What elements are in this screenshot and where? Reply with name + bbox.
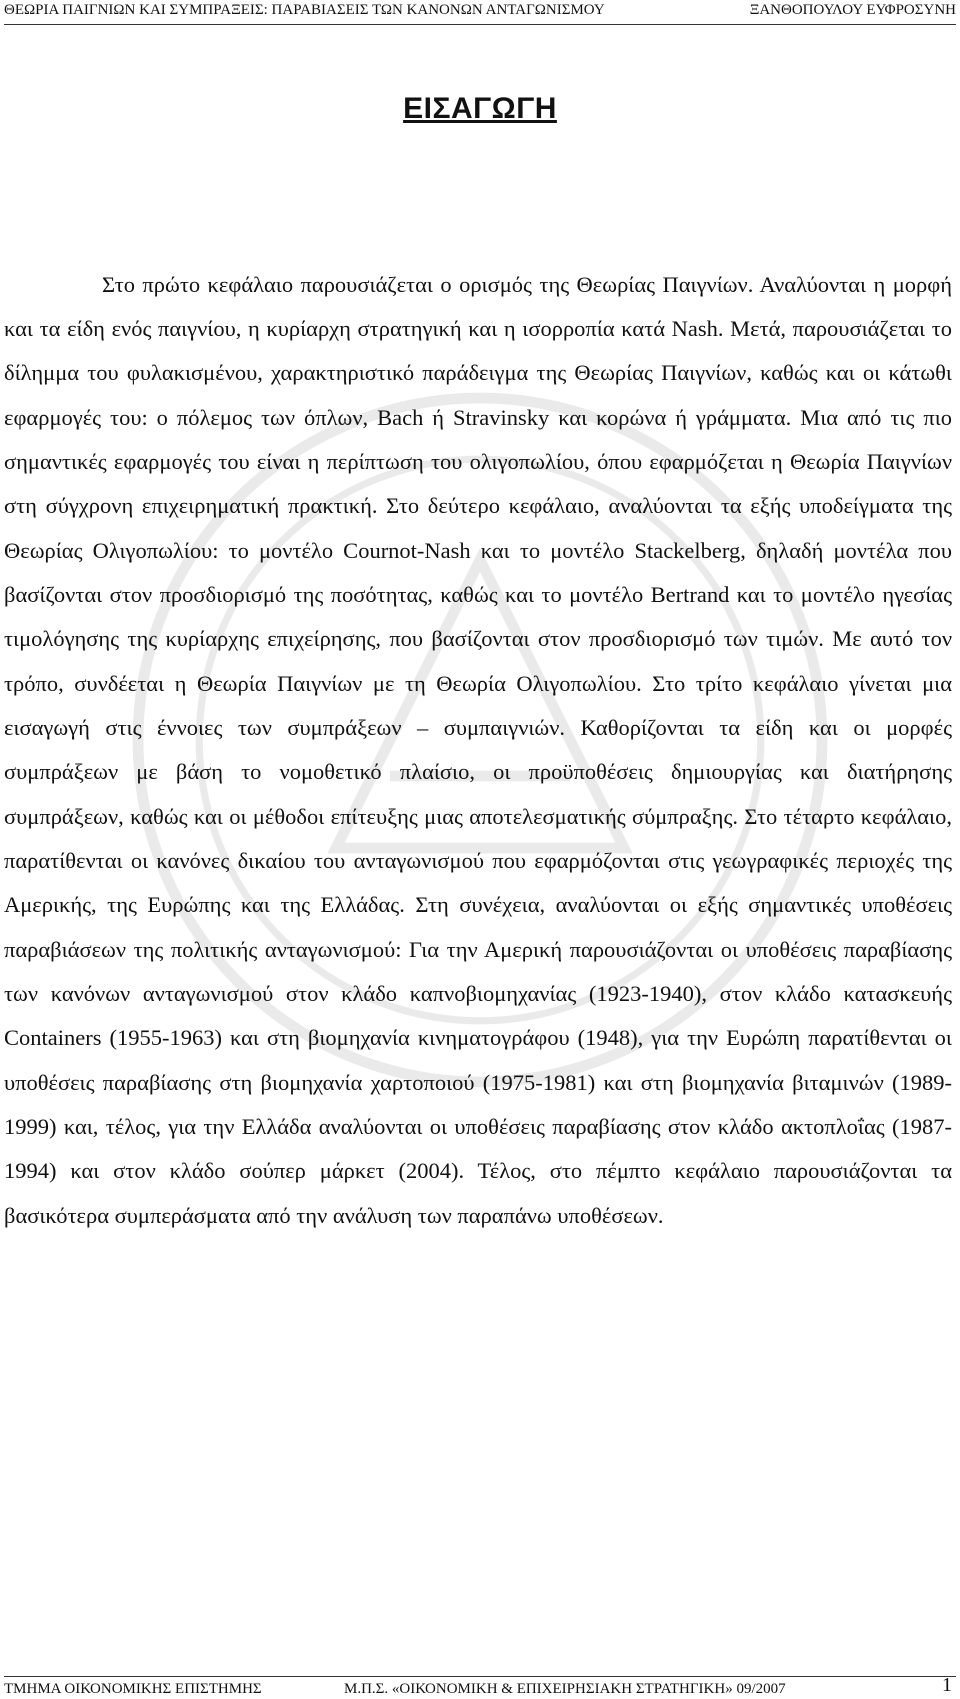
header-document-title: ΘΕΩΡΙΑ ΠΑΙΓΝΙΩΝ ΚΑΙ ΣΥΜΠΡΑΞΕΙΣ: ΠΑΡΑΒΙΑΣΕΙΣ ΤΩΝ ΚΑΝΟΝΩΝ ΑΝΤΑΓΩΝΙΣΜΟΥ <box>4 2 605 18</box>
page-header <box>4 0 956 25</box>
footer-department: ΤΜΗΜΑ ΟΙΚΟΝΟΜΙΚΗΣ ΕΠΙΣΤΗΜΗΣ <box>4 1681 262 1697</box>
footer-program: Μ.Π.Σ. «ΟΙΚΟΝΟΜΙΚΗ & ΕΠΙΧΕΙΡΗΣΙΑΚΗ ΣΤΡΑΤΗΓΙΚΗ» 09/2007 <box>344 1681 786 1697</box>
body-paragraph: Στο πρώτο κεφάλαιο παρουσιάζεται ο ορισμός της Θεωρίας Παιγνίων. Αναλύονται η μορφή και τα είδη ενός παιγνίου, η κυρίαρχη στρατηγική και η ισορροπία κατά Nash. Μετά, παρουσιάζεται το δίλημμα του φυλακισμένου, χαρακτηριστικό παράδειγμα της Θεωρίας Παιγνίων, καθώς και οι κάτωθι εφαρμογές του: ο πόλεμος των όπλων, Bach ή Stravinsky και κορώνα ή γράμματα. Μια από τις πιο σημαντικές εφαρμογές του είναι η περίπτωση του ολιγοπωλίου, όπου εφαρμόζεται η Θεωρία Παιγνίων στη σύγχρονη επιχειρηματική πρακτική. Στο δεύτερο κεφάλαιο, αναλύονται τα εξής υποδείγματα της Θεωρίας Ολιγοπωλίου: το μοντέλο Cournot-Nash και το μοντέλο Stackelberg, δηλαδή μοντέλα που βασίζονται στον προσδιορισμό της ποσότητας, καθώς και το μοντέλο Bertrand και το μοντέλο ηγεσίας τιμολόγησης της κυρίαρχης επιχείρησης, που βασίζονται στον προσδιορισμό των τιμών. Με αυτό τον τρόπο, συνδέεται η Θεωρία Παιγνίων με τη Θεωρία Ολιγοπωλίου. Στο τρίτο κεφάλαιο γίνεται μια εισαγωγή στις έννοιες των συμπράξεων – συμπαιγνιών. Καθορίζονται τα είδη και οι μορφές συμπράξεων με βάση το νομοθετικό πλαίσιο, οι προϋποθέσεις δημιουργίας και διατήρησης συμπράξεων, καθώς και οι μέθοδοι επίτευξης μιας αποτελεσματικής σύμπραξης. Στο τέταρτο κεφάλαιο, παρατίθενται οι κανόνες δικαίου του ανταγωνισμού που εφαρμόζονται στις γεωγραφικές περιοχές της Αμερικής, της Ευρώπης και της Ελλάδας. Στη συνέχεια, αναλύονται οι εξής σημαντικές υποθέσεις παραβιάσεων της πολιτικής ανταγωνισμού: Για την Αμερική παρουσιάζονται οι υποθέσεις παραβίασης των κανόνων ανταγωνισμού στον κλάδο καπνοβιομηχανίας (1923-1940), στον κλάδο κατασκευής Containers (1955-1963) και στη βιομηχανία κινηματογράφου (1948), για την Ευρώπη παρατίθενται οι υποθέσεις παραβίασης στη βιομηχανία χαρτοποιού (1975-1981) και στη βιομηχανία βιταμινών (1989-1999) και, τέλος, για την Ελλάδα αναλύονται οι υποθέσεις παραβίασης στον κλάδο ακτοπλοΐας (1987-1994) και στον κλάδο σούπερ μάρκετ (2004). Τέλος, στο πέμπτο κεφάλαιο παρουσιάζονται τα βασικότερα συμπεράσματα από την ανάλυση των παραπάνω υποθέσεων. <box>4 271 952 1228</box>
page-title: ΕΙΣΑΓΩΓΗ <box>403 92 557 125</box>
header-author: ΞΑΝΘΟΠΟΥΛΟΥ ΕΥΦΡΟΣΥΝΗ <box>749 2 956 18</box>
page-footer <box>4 1676 956 1699</box>
page-number: 1 <box>942 1674 952 1696</box>
